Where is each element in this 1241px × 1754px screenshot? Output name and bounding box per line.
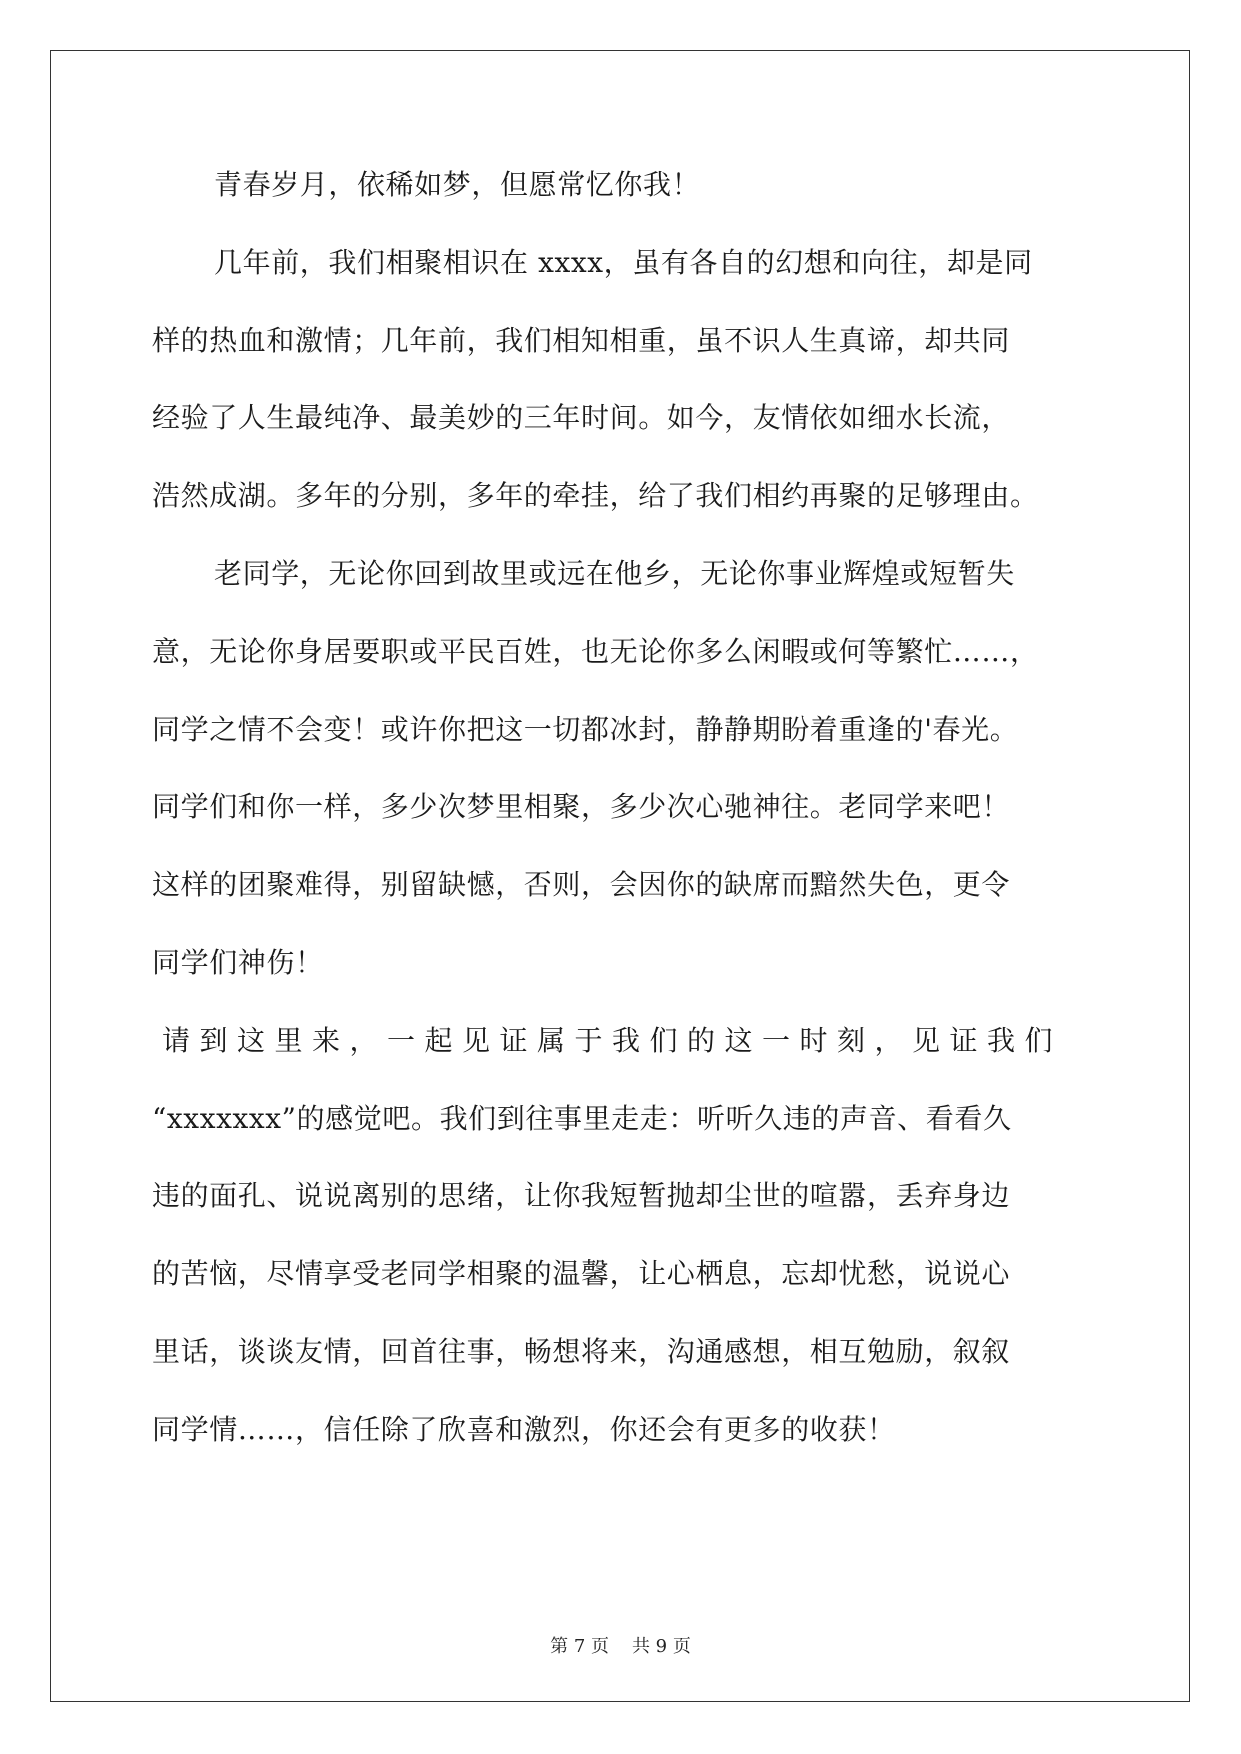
text-line: 的苦恼，尽情享受老同学相聚的温馨，让心栖息，忘却忧愁，说说心 bbox=[152, 1257, 1011, 1291]
text-line: 经验了人生最纯净、最美妙的三年时间。如今，友情依如细水长流， bbox=[152, 401, 1011, 435]
text-line: 这样的团聚难得，别留缺憾，否则，会因你的缺席而黯然失色，更令 bbox=[152, 868, 1011, 902]
text-line: 意，无论你身居要职或平民百姓，也无论你多么闲暇或何等繁忙……， bbox=[152, 634, 1039, 668]
text-line: 几年前，我们相聚相识在 xxxx，虽有各自的幻想和向往，却是同 bbox=[214, 245, 1033, 279]
paragraph-2 bbox=[152, 224, 1092, 535]
text-line: 青春岁月，依稀如梦，但愿常忆你我！ bbox=[214, 168, 701, 201]
text-line: 同学情……，信任除了欣喜和激烈，你还会有更多的收获！ bbox=[152, 1412, 896, 1446]
page-number-footer: 第 7 页 共 9 页 bbox=[550, 1636, 691, 1657]
paragraph-4 bbox=[152, 1002, 1092, 1469]
text-line: 同学之情不会变！或许你把这一切都冰封，静静期盼着重逢的'春光。 bbox=[152, 712, 1019, 746]
text-line: 浩然成湖。多年的分别，多年的牵挂，给了我们相约再聚的足够理由。 bbox=[152, 479, 1039, 513]
text-line: 同学们和你一样，多少次梦里相聚，多少次心驰神往。老同学来吧！ bbox=[152, 790, 1011, 824]
text-line: 违的面孔、说说离别的思绪，让你我短暂抛却尘世的喧嚣，丢弃身边 bbox=[152, 1179, 1011, 1213]
text-line: 请到这里来，一起见证属于我们的这一时刻，见证我们 bbox=[162, 1023, 1063, 1057]
text-line: 同学们神伤！ bbox=[152, 945, 324, 979]
text-line: 里话，谈谈友情，回首往事，畅想将来，沟通感想，相互勉励，叙叙 bbox=[152, 1334, 1011, 1368]
paragraph-1 bbox=[152, 146, 1092, 224]
text-line: 老同学，无论你回到故里或远在他乡，无论你事业辉煌或短暂失 bbox=[214, 556, 1015, 590]
text-line: 样的热血和激情；几年前，我们相知相重，虽不识人生真谛，却共同 bbox=[152, 323, 1011, 357]
paragraph-3 bbox=[152, 535, 1092, 1002]
text-line: “xxxxxxx”的感觉吧。我们到往事里走走：听听久违的声音、看看久 bbox=[152, 1101, 1012, 1135]
document-body bbox=[152, 146, 1092, 1469]
